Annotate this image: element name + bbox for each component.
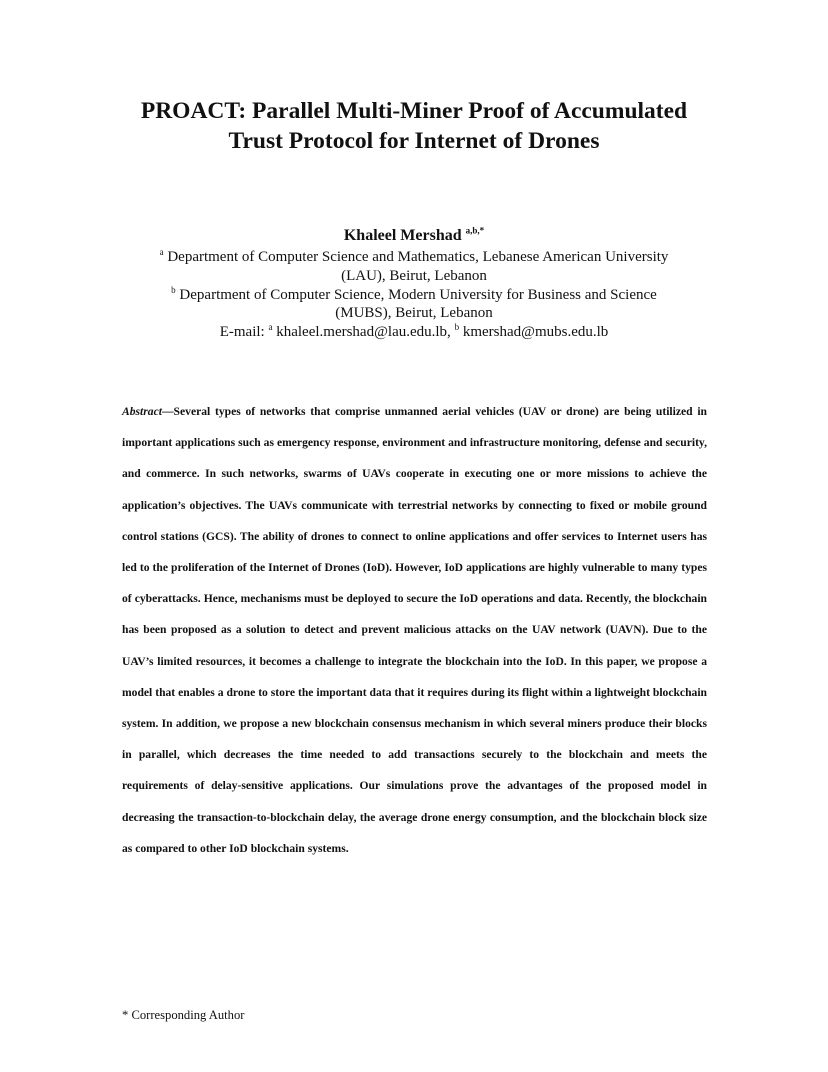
paper-title-line-2: Trust Protocol for Internet of Drones [228,128,600,154]
abstract-text: —Several types of networks that comprise unmanned aerial vehicles (UAV or drone) are being utilized in important applications such as emergency response, environment and infrastructure monitoring, defense and security, and commerce. In such networks, swarms of UAVs cooperate in executing one or more missions to achieve the application’s objectives. The UAVs communicate with terrestrial networks by connecting to fixed or mobile ground control stations (GCS). The ability of drones to connect to online applications and offer services to Internet users has led to the proliferation of the Internet of Drones (IoD). However, IoD applications are highly vulnerable to many types of cyberattacks. Hence, mechanisms must be deployed to secure the IoD operations and data. Recently, the blockchain has been proposed as a solution to detect and prevent malicious attacks on the UAV network (UAVN). Due to the UAV’s limited resources, it becomes a challenge to integrate the blockchain into the IoD. In this paper, we propose a model that enables a drone to store the important data that it requires during its flight within a lightweight blockchain system. In addition, we propose a new blockchain consensus mechanism in which several miners produce their blocks in parallel, which decreases the time needed to add transactions securely to the blockchain and meets the requirements of delay-sensitive applications. Our simulations prove the advantages of the proposed model in decreasing the transaction-to-blockchain delay, the average drone energy consumption, and the blockchain block size as compared to other IoD blockchain systems. [122,405,707,855]
abstract [122,396,707,864]
author-affiliation-marks: a,b,* [465,225,485,236]
email-b[interactable]: kmershad@mubs.edu.lb [462,324,609,341]
affiliation-a-line-2: (LAU), Beirut, Lebanon [341,267,487,284]
paper-title-line-1: PROACT: Parallel Multi-Miner Proof of Accumulated [140,98,688,124]
affiliation-a-text-1: Department of Computer Science and Mathematics, Lebanese American University [167,249,669,265]
affiliation-a-line-1 [60,248,768,267]
author-line [60,226,768,246]
email-a[interactable]: khaleel.mershad@lau.edu.lb, [276,324,451,341]
affiliations [60,248,768,342]
affiliation-b-line-1 [60,286,768,305]
email-b-mark: b [454,322,460,333]
paper-title [60,96,768,156]
corresponding-author-footnote: * Corresponding Author [122,1008,245,1022]
email-line [60,323,768,342]
affiliation-a-mark: a [159,247,164,257]
affiliation-b-line-2: (MUBS), Beirut, Lebanon [335,305,493,322]
affiliation-b-mark: b [171,284,176,295]
affiliation-b-text-1: Department of Computer Science, Modern University for Business and Science [179,286,657,303]
author-name: Khaleel Mershad [343,227,462,244]
email-a-mark: a [268,322,273,333]
email-prefix: E-mail: [219,324,265,341]
abstract-label: Abstract [122,405,162,418]
